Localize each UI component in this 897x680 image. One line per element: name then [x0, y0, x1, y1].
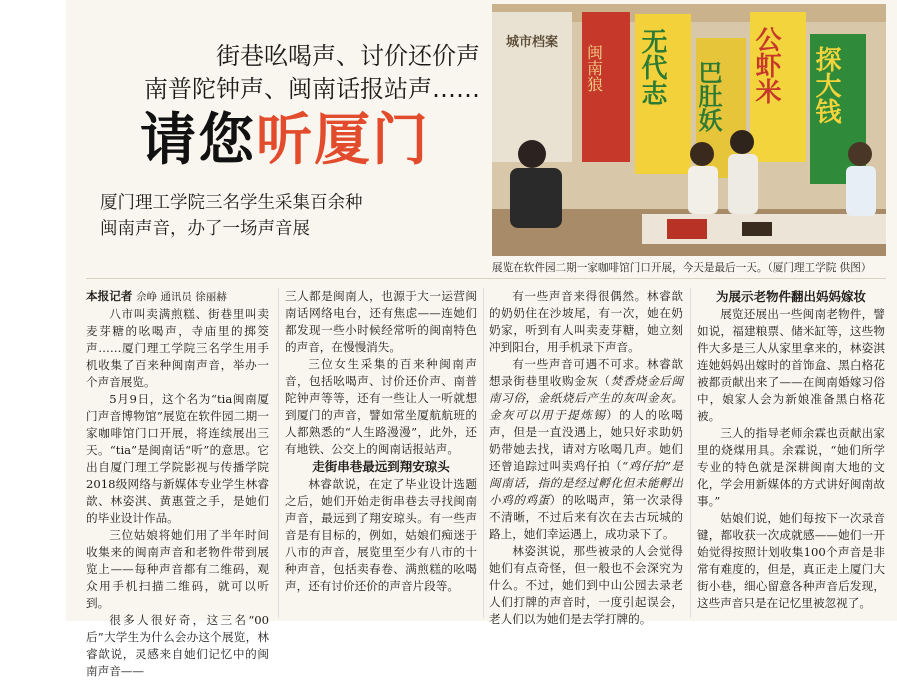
paragraph: 八市叫卖满煎糕、街巷里叫卖麦芽糖的吆喝声，寺庙里的掷筊声……厦门理工学院三名学生用手机收集了百来种闽南声音，举办一个声音展览。 — [86, 307, 269, 389]
headline-line-2: 南普陀钟声、闽南话报站声…… — [144, 75, 480, 103]
paragraph: 三人的指导老师余霖也贡献出家里的烧煤用具。余霖说，“她们所学专业的特色就是深耕闽南大地的文化，学会用新媒体的方式讲好闽南故事。” — [697, 426, 885, 508]
section-heading: 走街串巷最远到翔安琼头 — [312, 459, 450, 474]
photo-sign-3: 公虾米 — [751, 26, 781, 104]
paragraph: 林姿淇说，那些被录的人会觉得她们有点奇怪，但一般也不会深究为什么。不过，她们到中山公园去录老人们打牌的声音时，一度引起误会，老人们以为她们是去学打牌的。 — [489, 544, 683, 626]
photo-sign-4: 探大钱 — [811, 46, 841, 124]
paragraph: 姑娘们说，她们每按下一次录音键，都收获一次成就感——她们一开始觉得按照计划收集100个声音是非常有难度的，但是，真正走上厦门大街小巷，细心留意各种声音后发现，这些声音只是在记忆里被忽视了。 — [697, 511, 885, 610]
article-column-3 — [489, 288, 683, 628]
photo-sign-city-archive: 城市档案 — [506, 35, 559, 50]
subtitle-line-2: 闽南声音，办了一场声音展 — [100, 219, 310, 239]
paragraph: 展览还展出一些闽南老物件，譬如说，福建粮票、储米缸等，这些物件大多是三人从家里拿来的，林姿淇连她妈妈出嫁时的首饰盒、黑白格花被都贡献出来了——在闽南婚嫁习俗中，娘家人会为新娘准备黑白格花被。 — [697, 307, 885, 423]
subtitle — [100, 190, 480, 242]
exhibition-photo — [492, 4, 886, 256]
section-heading: 为展示老物件翻出妈妈嫁妆 — [715, 289, 866, 304]
photo-sign-1: 无代志 — [637, 28, 667, 106]
caption-credit: （厦门理工学院 供图） — [767, 262, 872, 274]
headline-line-1: 街巷吆喝声、讨价还价声 — [216, 42, 480, 70]
main-headline-red: 听厦门 — [256, 108, 430, 173]
main-headline-black: 请您 — [140, 108, 256, 173]
paragraph: 有一些声音来得很偶然。林睿歆的奶奶住在沙坡尾，有一次，她在奶奶家，听到有人叫卖麦芽糖，她立刻冲到阳台，用手机录下声音。 — [489, 289, 683, 354]
column-divider — [483, 288, 484, 618]
column-divider — [278, 288, 279, 618]
photo-sign-2: 巴肚妖 — [694, 60, 722, 132]
byline-label: 本报记者 — [86, 289, 133, 303]
photo-sign-left: 闽南狼 — [584, 44, 604, 92]
byline — [86, 288, 269, 306]
caption-text: 展览在软件园二期一家咖啡馆门口开展，今天是最后一天。 — [492, 262, 768, 274]
column-divider — [690, 288, 691, 618]
main-headline — [140, 108, 430, 174]
page-margin — [0, 0, 66, 621]
article-column-2 — [285, 288, 477, 595]
paragraph-text: 有一些声音可遇不可求。林睿歆想录街巷里收购金灰（ — [489, 357, 683, 388]
photo-illustration — [492, 4, 886, 256]
article-column-4 — [697, 288, 885, 612]
annotation-note: “鸡仔拍”是闽南话，指的是经过孵化但未能孵出小鸡的鸡蛋 — [489, 459, 683, 507]
paragraph: 很多人很好奇，这三名“00后”大学生为什么会办这个展览，林睿歆说，灵感来自她们记忆中的闽南声音—— — [86, 613, 269, 678]
paragraph — [489, 356, 683, 543]
subtitle-line-1: 厦门理工学院三名学生采集百余种 — [100, 193, 363, 213]
paragraph-text: ）的吆喝声，第一次录得不清晰，不过后来有次在去古玩城的路上，她们幸运遇上，成功录下了。 — [489, 493, 683, 541]
photo-caption — [492, 260, 892, 276]
paragraph-text: ）的人的吆喝声，但是一直没遇上，她只好求助奶奶带她去找，请对方吆喝几声。她们还曾追踪过叫卖鸡仔拍（ — [489, 408, 683, 473]
divider — [86, 278, 886, 279]
byline-names: 佘峥 通讯员 徐丽赫 — [136, 291, 227, 303]
article-column-1 — [86, 288, 269, 680]
annotation-note: 焚香烧金后闽南习俗，金纸烧后产生的灰叫金灰。金灰可以用于提炼锡 — [489, 374, 683, 422]
paragraph: 三人都是闽南人，也源于大一运营闽南话网络电台，还有焦虑——连她们都发现一些小时候经常听的闽南特色的声音，在慢慢消失。 — [285, 289, 477, 354]
paragraph: 三位女生采集的百来种闽南声音，包括吆喝声、讨价还价声、南普陀钟声等等，还有一些让人一听就想到厦门的声音，譬如常坐厦航航班的人都熟悉的“人生路漫漫”，此外，还有地铁、公交上的闽南话报站声。 — [285, 357, 477, 456]
paragraph: 三位姑娘将她们用了半年时间收集来的闽南声音和老物件带到展览上——每种声音都有二维码，观众用手机扫描二维码，就可以听到。 — [86, 528, 269, 610]
paragraph: 5月9日，这个名为“tia闽南厦门声音博物馆”展览在软件园二期一家咖啡馆门口开展，将连续展出三天。“tia”是闽南话“听”的意思。它出自厦门理工学院影视与传播学院2018级网络与新媒体专业学生林睿歆、林姿淇、黄惠萱之手，是她们的毕业设计作品。 — [86, 392, 269, 525]
paragraph: 林睿歆说，在定了毕业设计选题之后，她们开始走街串巷去寻找闽南声音，最远到了翔安琼头。有一些声音是有目标的，例如，姑娘们痴迷于八市的声音，展览里至少有八市的十种声音，包括卖春卷、满煎糕的吆喝声，还有讨价还价的声音片段等。 — [285, 477, 477, 593]
